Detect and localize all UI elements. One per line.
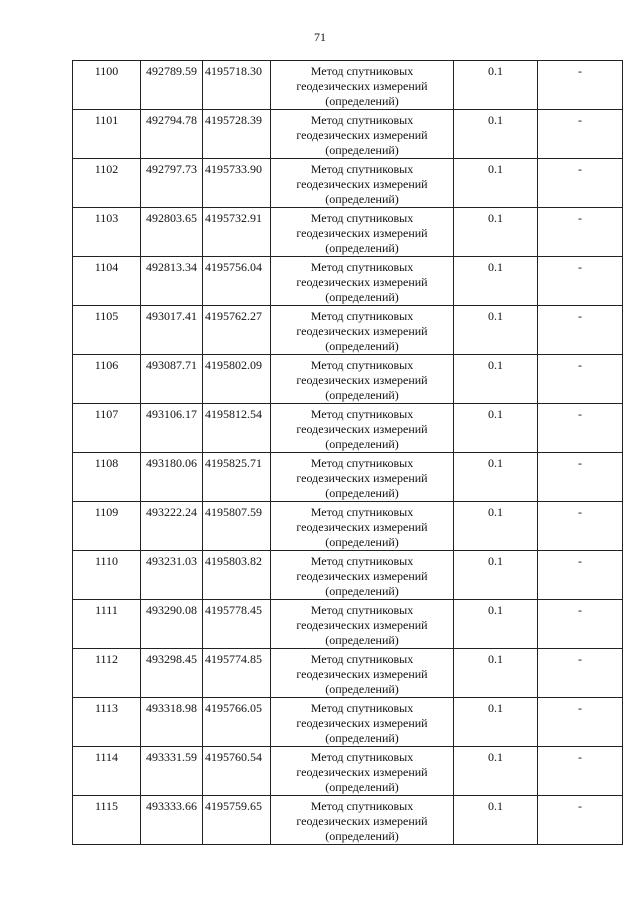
table-row <box>73 257 623 306</box>
x-coordinate-cell: 492803.65 <box>141 208 203 257</box>
accuracy-cell: 0.1 <box>454 551 538 600</box>
accuracy-cell: 0.1 <box>454 404 538 453</box>
y-coordinate-cell: 4195762.27 <box>203 306 271 355</box>
table-row <box>73 208 623 257</box>
table-row <box>73 502 623 551</box>
x-coordinate-cell: 493222.24 <box>141 502 203 551</box>
table-row <box>73 110 623 159</box>
y-coordinate-cell: 4195718.30 <box>203 61 271 110</box>
table-row <box>73 649 623 698</box>
note-cell: - <box>538 747 623 796</box>
note-cell: - <box>538 551 623 600</box>
y-coordinate-cell: 4195802.09 <box>203 355 271 404</box>
x-coordinate-cell: 493106.17 <box>141 404 203 453</box>
method-cell: Метод спутниковых геодезических измерений (определений) <box>271 747 454 796</box>
note-cell: - <box>538 61 623 110</box>
accuracy-cell: 0.1 <box>454 208 538 257</box>
method-cell: Метод спутниковых геодезических измерений (определений) <box>271 306 454 355</box>
note-cell: - <box>538 159 623 208</box>
accuracy-cell: 0.1 <box>454 649 538 698</box>
point-number-cell: 1105 <box>73 306 141 355</box>
method-cell: Метод спутниковых геодезических измерений (определений) <box>271 796 454 845</box>
y-coordinate-cell: 4195759.65 <box>203 796 271 845</box>
method-cell: Метод спутниковых геодезических измерений (определений) <box>271 110 454 159</box>
note-cell: - <box>538 600 623 649</box>
accuracy-cell: 0.1 <box>454 747 538 796</box>
table-row <box>73 61 623 110</box>
note-cell: - <box>538 306 623 355</box>
page-number: 71 <box>314 30 326 44</box>
table-row <box>73 159 623 208</box>
x-coordinate-cell: 493087.71 <box>141 355 203 404</box>
y-coordinate-cell: 4195728.39 <box>203 110 271 159</box>
y-coordinate-cell: 4195803.82 <box>203 551 271 600</box>
point-number-cell: 1103 <box>73 208 141 257</box>
point-number-cell: 1104 <box>73 257 141 306</box>
note-cell: - <box>538 355 623 404</box>
point-number-cell: 1112 <box>73 649 141 698</box>
method-cell: Метод спутниковых геодезических измерений (определений) <box>271 257 454 306</box>
accuracy-cell: 0.1 <box>454 306 538 355</box>
x-coordinate-cell: 493180.06 <box>141 453 203 502</box>
y-coordinate-cell: 4195760.54 <box>203 747 271 796</box>
table-body <box>73 61 623 845</box>
method-cell: Метод спутниковых геодезических измерений (определений) <box>271 61 454 110</box>
x-coordinate-cell: 492813.34 <box>141 257 203 306</box>
method-cell: Метод спутниковых геодезических измерений (определений) <box>271 551 454 600</box>
method-cell: Метод спутниковых геодезических измерений (определений) <box>271 453 454 502</box>
accuracy-cell: 0.1 <box>454 796 538 845</box>
method-cell: Метод спутниковых геодезических измерений (определений) <box>271 649 454 698</box>
y-coordinate-cell: 4195812.54 <box>203 404 271 453</box>
y-coordinate-cell: 4195825.71 <box>203 453 271 502</box>
method-cell: Метод спутниковых геодезических измерений (определений) <box>271 208 454 257</box>
point-number-cell: 1102 <box>73 159 141 208</box>
table-row <box>73 404 623 453</box>
method-cell: Метод спутниковых геодезических измерений (определений) <box>271 600 454 649</box>
table-row <box>73 551 623 600</box>
y-coordinate-cell: 4195733.90 <box>203 159 271 208</box>
method-cell: Метод спутниковых геодезических измерений (определений) <box>271 698 454 747</box>
method-cell: Метод спутниковых геодезических измерений (определений) <box>271 502 454 551</box>
note-cell: - <box>538 208 623 257</box>
point-number-cell: 1113 <box>73 698 141 747</box>
accuracy-cell: 0.1 <box>454 257 538 306</box>
note-cell: - <box>538 453 623 502</box>
x-coordinate-cell: 493017.41 <box>141 306 203 355</box>
table-row <box>73 306 623 355</box>
y-coordinate-cell: 4195774.85 <box>203 649 271 698</box>
table-row <box>73 747 623 796</box>
point-number-cell: 1110 <box>73 551 141 600</box>
accuracy-cell: 0.1 <box>454 502 538 551</box>
accuracy-cell: 0.1 <box>454 698 538 747</box>
x-coordinate-cell: 492794.78 <box>141 110 203 159</box>
note-cell: - <box>538 649 623 698</box>
y-coordinate-cell: 4195756.04 <box>203 257 271 306</box>
coordinates-table <box>72 60 623 845</box>
note-cell: - <box>538 698 623 747</box>
point-number-cell: 1111 <box>73 600 141 649</box>
point-number-cell: 1100 <box>73 61 141 110</box>
x-coordinate-cell: 493333.66 <box>141 796 203 845</box>
note-cell: - <box>538 796 623 845</box>
point-number-cell: 1115 <box>73 796 141 845</box>
table-row <box>73 355 623 404</box>
note-cell: - <box>538 502 623 551</box>
y-coordinate-cell: 4195778.45 <box>203 600 271 649</box>
accuracy-cell: 0.1 <box>454 61 538 110</box>
table-row <box>73 600 623 649</box>
x-coordinate-cell: 493231.03 <box>141 551 203 600</box>
x-coordinate-cell: 492797.73 <box>141 159 203 208</box>
point-number-cell: 1101 <box>73 110 141 159</box>
x-coordinate-cell: 493298.45 <box>141 649 203 698</box>
accuracy-cell: 0.1 <box>454 453 538 502</box>
point-number-cell: 1108 <box>73 453 141 502</box>
note-cell: - <box>538 257 623 306</box>
method-cell: Метод спутниковых геодезических измерений (определений) <box>271 404 454 453</box>
method-cell: Метод спутниковых геодезических измерений (определений) <box>271 159 454 208</box>
x-coordinate-cell: 493318.98 <box>141 698 203 747</box>
accuracy-cell: 0.1 <box>454 600 538 649</box>
point-number-cell: 1114 <box>73 747 141 796</box>
x-coordinate-cell: 493290.08 <box>141 600 203 649</box>
accuracy-cell: 0.1 <box>454 159 538 208</box>
x-coordinate-cell: 492789.59 <box>141 61 203 110</box>
note-cell: - <box>538 110 623 159</box>
accuracy-cell: 0.1 <box>454 355 538 404</box>
table-row <box>73 453 623 502</box>
y-coordinate-cell: 4195807.59 <box>203 502 271 551</box>
point-number-cell: 1106 <box>73 355 141 404</box>
table-row <box>73 796 623 845</box>
accuracy-cell: 0.1 <box>454 110 538 159</box>
y-coordinate-cell: 4195766.05 <box>203 698 271 747</box>
note-cell: - <box>538 404 623 453</box>
point-number-cell: 1107 <box>73 404 141 453</box>
method-cell: Метод спутниковых геодезических измерений (определений) <box>271 355 454 404</box>
x-coordinate-cell: 493331.59 <box>141 747 203 796</box>
table-row <box>73 698 623 747</box>
y-coordinate-cell: 4195732.91 <box>203 208 271 257</box>
point-number-cell: 1109 <box>73 502 141 551</box>
